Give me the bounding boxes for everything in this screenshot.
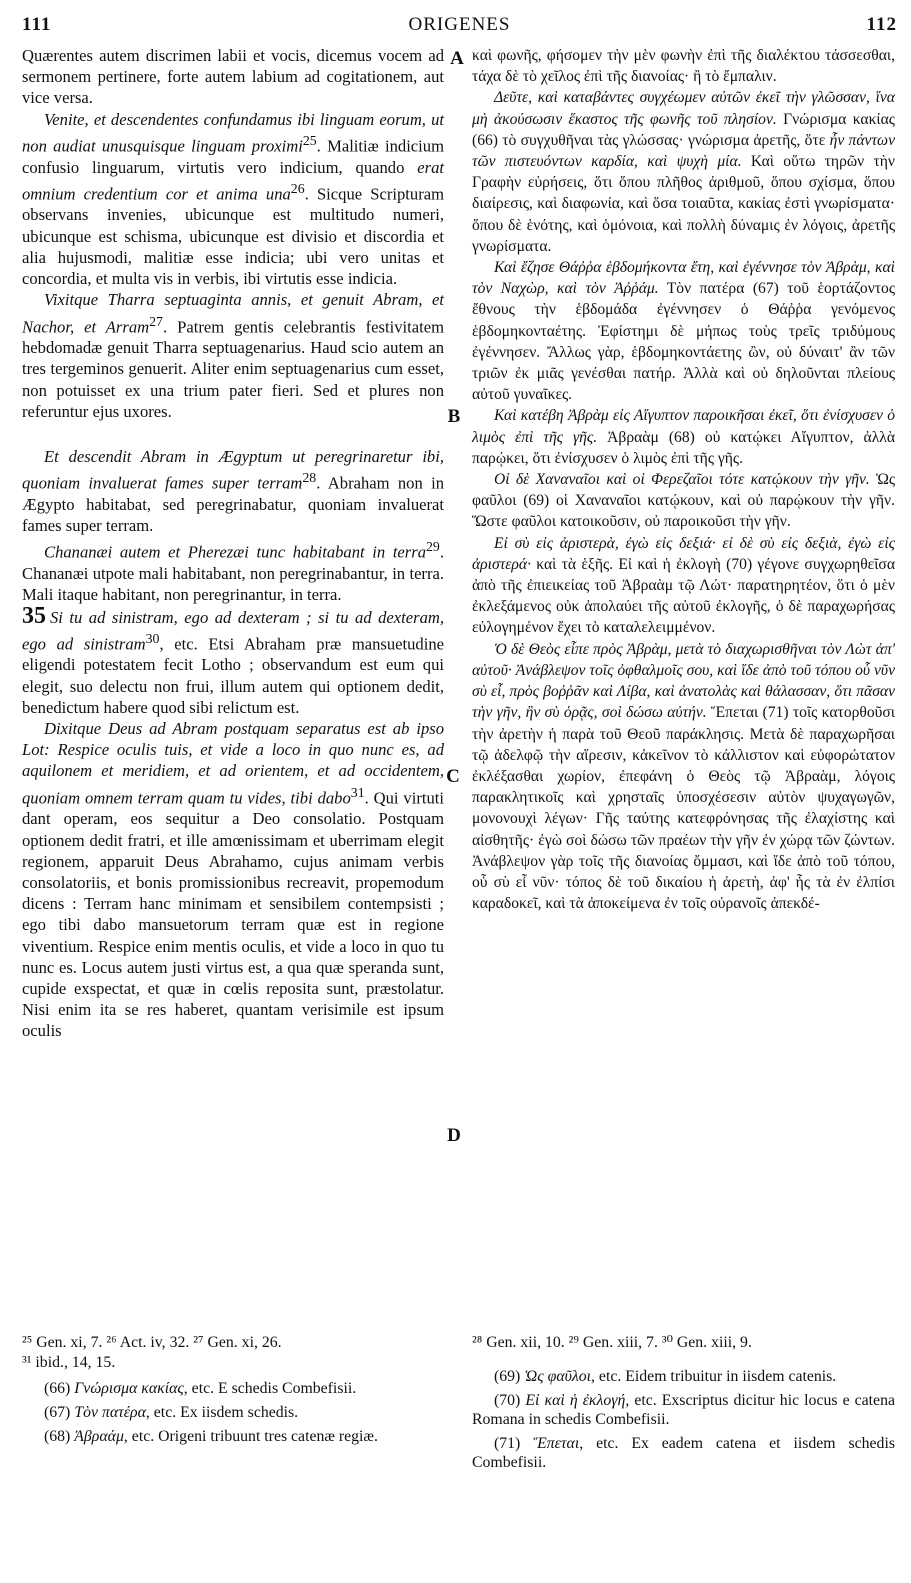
footnote: (68) Ἀβραάμ, etc. Origeni tribuunt tres catenæ regiæ.: [44, 1428, 378, 1445]
greek-column: [472, 45, 895, 914]
greek-paragraph-6: Εἰ σὺ εἰς ἀριστερὰ, ἐγὼ εἰς δεξιά· εἰ δὲ σὺ εἰς δεξιὰ, ἐγὼ εἰς ἀριστερά· καὶ τὰ ἑξῆς. Εἰ καὶ ἡ ἐκλογὴ (70) γέγονε συγχωρηθεῖσα ἀπὸ τῆς ἐπιεικείας τοῦ Ἀβραὰμ τῷ Λώτ· παρατηρητέον, ὅτι ὁ μὲν ἐκλεξάμενος οὐκ ἀπολαύει τῆς αὐτοῦ ἐκλογῆς, ὁ δὲ παραχωρήσας εὐλογημένον ἔχει τὸ καταλελειμμένον.: [472, 534, 895, 637]
greek-paragraph-2: Δεῦτε, καὶ καταβάντες συγχέωμεν αὐτῶν ἐκεῖ τὴν γλῶσσαν, ἵνα μὴ ἀκούσωσιν ἕκαστος τῆς φωνῆς τοῦ πλησίον. Γνώρισμα κακίας (66) τὸ συγχυθῆναι τὰς γλώσσας· γνώρισμα ἀρετῆς, ὅτε ἦν πάντων τῶν πιστευόντων καρδία, καὶ ψυχὴ μία. Καὶ οὕτω τηρῶν τὴν Γραφὴν εὑρήσεις, ὅτι ὅπου πλῆθος ἀριθμοῦ, ὅπου σχίσμα, ὅπου διαίρεσις, καὶ διαφωνία, καὶ ὅσα τοιαῦτα, κακίας ἐστὶ γνωρίσματα· ὅπου δὲ ἑνότης, καὶ ὁμόνοια, καὶ πολλὴ δύναμις ἐν λόγοις, ἀρετῆς γνωρίσματα.: [472, 89, 895, 255]
margin-letter-b: B: [447, 406, 461, 427]
scripture-ref-line: ²⁵ Gen. xi, 7. ²⁶ Act. iv, 32. ²⁷ Gen. xi, 26.: [22, 1334, 282, 1351]
latin-paragraph-2: Venite, et descendentes confundamus ibi linguam eorum, ut non audiat unusquisque linguam proximi$^{25}$. Malitiæ indicium confusio linguarum, virtutis vero indicium, quando erat omnium credentium cor et anima una$^{26}$. Sicque Scripturam observans invenies, ubicunque est multitudo numeri, ubicunque est schisma, ubicunque est divisio et discordia et alia hujusmodi, malitiæ esse indicia; ubi vero unitas et concordia, et multa vis in verbis, ibi virtutis esse indicia.: [22, 109, 444, 289]
latin-paragraph-1: Quærentes autem discrimen labii et vocis, dicemus vocem ad sermonem pertinere, forte autem labium ad cogitationem, aut vice versa.: [22, 46, 444, 108]
running-title: ORIGENES: [408, 14, 511, 35]
footnote: (71) Ἕπεται, etc. Ex eadem catena et iisdem schedis Combefisii.: [472, 1435, 895, 1471]
greek-paragraph-1: καὶ φωνῆς, φήσομεν τὴν μὲν φωνὴν ἐπὶ τῆς διαλέκτου τάσσεσθαι, τάχα δὲ τὸ χεῖλος ἐπὶ τῆς διανοίας· ἢ τὸ ἔμπαλιν.: [472, 47, 895, 86]
scripture-refs-left: [22, 1333, 452, 1373]
scripture-refs-right: [472, 1333, 895, 1353]
footnotes-right: [472, 1362, 895, 1472]
scripture-ref-line: ³¹ ibid., 14, 15.: [22, 1354, 116, 1371]
greek-paragraph-4: Καὶ κατέβη Ἀβρὰμ εἰς Αἴγυπτον παροικῆσαι ἐκεῖ, ὅτι ἐνίσχυσεν ὁ λιμὸς ἐπὶ τῆς γῆς. Ἀβραὰμ (68) οὐ κατῴκει Αἴγυπτον, ἀλλὰ παρῴκει, ὅτι ἐνίσχυσεν ὁ λιμὸς ἐπὶ τῆς γῆς.: [472, 407, 895, 467]
margin-letter-c: C: [446, 766, 460, 787]
paragraph-gap: [22, 422, 444, 446]
footnote: (66) Γνώρισμα κακίας, etc. E schedis Combefisii.: [44, 1380, 357, 1397]
footnote: (70) Εἰ καὶ ἡ ἐκλογή, etc. Exscriptus dicitur hic locus e catena Romana in schedis Combefisii.: [472, 1392, 895, 1428]
latin-column: [22, 45, 444, 1042]
footnote: (69) Ὡς φαῦλοι, etc. Eidem tribuitur in iisdem catenis.: [494, 1368, 837, 1385]
page-header: [22, 14, 897, 38]
latin-paragraph-7: Dixitque Deus ad Abram postquam separatus est ab ipso Lot: Respice oculis tuis, et vide a loco in quo nunc es, ad aquilonem et meridiem, et ad orientem, et ad occidentem, quoniam omnem terram quam tu vides, tibi dabo$^{31}$. Qui virtuti dant operam, eos sequitur a Deo consolatio. Postquam optionem dedit fratri, et ille amœnissimam et uberrimam elegit regionem, apparuit Deus Abrahamo, cujus animam verbis consolatoriis, et bonis promissionibus recreavit, propemodum dicens : Terram hanc minimam et sensibilem contempsisti ; ego tibi dabo mansuetorum terram quæ est in regione viventium. Respice enim mentis oculis, et vide a loco in quo tu nunc es. Locus autem justi virtus est, a qua quæ speranda sunt, cupide exspectat, et quæ in cœlis reposita sunt, præstolatur. Nisi enim ita se res haberet, quantam verisimile est ipsum oculis: [22, 719, 444, 1041]
greek-paragraph-3: Καὶ ἔζησε Θάῤῥα ἑβδομήκοντα ἔτη, καὶ ἐγέννησε τὸν Ἀβρὰμ, καὶ τὸν Ναχὼρ, καὶ τὸν Ἀῤῥάμ. Τὸν πατέρα (67) τοῦ ἑορτάζοντος ἔθνους τὴν ἑβδομάδα ἐγέννησεν ὁ Θάῤῥα γενόμενος ἑβδομηκονταέτης. Ἐφίστημι δὲ μήπως τοὺς τρεῖς τριδύμους ἐγέννησεν. Ἄλλως γὰρ, ἑβδομηκοντάετης ὢν, οὐ δύναιτ' ἂν τῶν τριῶν ἐκ μιᾶς γενέσθαι πατήρ. Ἀλλὰ καὶ οὐ δηλοῦνται πλείους αὐτοῦ γυναῖκες.: [472, 259, 895, 404]
latin-paragraph-4: Et descendit Abram in Ægyptum ut peregrinaretur ibi, quoniam invaluerat fames super terram$^{28}$. Abraham non in Ægypto habitabat, sed peregrinabatur, quoniam invaluerat fames super terram.: [22, 447, 444, 536]
scripture-ref-line: ²⁸ Gen. xii, 10. ²⁹ Gen. xiii, 7. ³⁰ Gen. xiii, 9.: [472, 1334, 752, 1351]
greek-paragraph-7: Ὁ δὲ Θεὸς εἶπε πρὸς Ἀβρὰμ, μετὰ τὸ διαχωρισθῆναι τὸν Λὼτ ἀπ' αὐτοῦ· Ἀνάβλεψον τοῖς ὀφθαλμοῖς σου, καὶ ἴδε ἀπὸ τοῦ τόπου οὗ νῦν σὺ εἶ, πρὸς βοῤῥᾶν καὶ Λίβα, καὶ ἀνατολὰς καὶ θάλασσαν, ὅτι πᾶσαν τὴν γῆν, ἣν σὺ ὁρᾷς, σοὶ δώσω αὐτήν. Ἕπεται (71) τοῖς κατορθοῦσι τὴν ἀρετὴν ἡ παρὰ τοῦ Θεοῦ παράκλησις. Μετὰ δὲ παραχωρῆσαι τῷ ἀδελφῷ τὴν αἵρεσιν, κἀκεῖνον τὸ κάλλιστον καὶ εὐφορώτατον ἐκλέξασθαι χωρίον, ἐπεφάνη ὁ Θεὸς τῷ Ἀβραὰμ, λόγοις παρακλητικοῖς καὶ χρησταῖς ὑποσχέσεσιν αὐτὸν ψυχαγωγῶν, μονονουχὶ λέγων· Γῆς ταύτης κατεφρόνησας τῆς ἐλαχίστης καὶ αἰσθητῆς· ἐγὼ σοὶ δώσω τῶν πραέων τὴν γῆν ἐν χώρᾳ τῶν ζώντων. Ἀνάβλεψον γὰρ τοῖς τῆς διανοίας ὄμμασι, καὶ ἴδε ἀπὸ τοῦ τόπου, οὗ σὺ εἶ νῦν· τόπος δὲ τοῦ δικαίου ἡ ἀρετὴ, ἀφ' ἧς τὰ ἐν ἐλπίσι καραδοκεῖ, καὶ τὰ ἀποκείμενα ἐν τοῖς οὐρανοῖς ἀπεκδέ-: [472, 640, 895, 913]
page-number-left: 111: [22, 14, 52, 35]
section-number: 35: [22, 602, 46, 629]
latin-paragraph-6: 35 Si tu ad sinistram, ego ad dexteram ; si tu ad dexteram, ego ad sinistram$^{30}$, etc. Etsi Abraham præ mansuetudine eligendi potestatem fecit Lotho ; observandum est eum qui elegit, suo delectu non frui, illum autem qui optionem dedit, benedictum habere quod sibi relictum est.: [22, 602, 444, 717]
footnotes-left: [22, 1374, 442, 1446]
latin-paragraph-3: Vixitque Tharra septuaginta annis, et genuit Abram, et Nachor, et Arram$^{27}$. Patrem gentis celebrantis festivitatem hebdomadæ genuit Tharra septuagenarius. Haud scio autem an tres tergeminos genuerit. Aliter enim septuagenarius cum esset, non potuisset ex una trium pater fieri. Sed et plures non referuntur ejus uxores.: [22, 290, 444, 421]
margin-letter-d: D: [447, 1125, 461, 1146]
margin-letter-a: A: [450, 48, 464, 69]
greek-paragraph-5: Οἱ δὲ Χαναναῖοι καὶ οἱ Φερεζαῖοι τότε κατῴκουν τὴν γῆν. Ὡς φαῦλοι (69) οἱ Χαναναῖοι κατῴκουν, καὶ οὐ παρῴκουν τὴν γῆν. Ὥστε φαῦλοι κατοικοῦσιν, οὐ παροικοῦσι τὴν γῆν.: [472, 471, 895, 531]
page-number-right: 112: [866, 14, 897, 35]
latin-paragraph-5: Chananæi autem et Pherezæi tunc habitabant in terra$^{29}$. Chananæi utpote mali habitabant, non peregrinabantur, in terra. Mali itaque habitant, non peregrinantur, in terra.: [22, 539, 444, 605]
footnote: (67) Τὸν πατέρα, etc. Ex iisdem schedis.: [44, 1404, 299, 1421]
